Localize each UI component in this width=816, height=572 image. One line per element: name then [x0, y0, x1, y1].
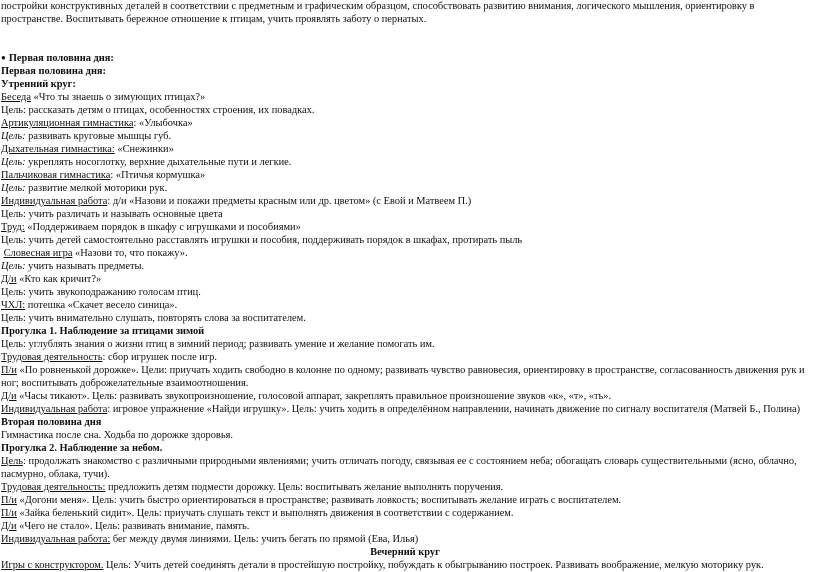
- di2-text: «Часы тикают». Цель: развивать звукопроизношение, голосовой аппарат, закреплять правильное произношение звуков «к», «т», «ть».: [16, 391, 612, 402]
- walk1-labor-text: : сбор игрушек после игр.: [102, 352, 217, 363]
- first-half-heading: Первая половина дня:: [1, 66, 107, 77]
- bullet-heading-text: Первая половина дня:: [8, 53, 114, 64]
- breath-label: Дыхательная гимнастика:: [1, 144, 115, 155]
- breath-text: «Снежинки»: [114, 144, 174, 155]
- pi2-line: [1, 494, 809, 507]
- pi1-line: [1, 364, 809, 377]
- artic-goal: [1, 130, 809, 143]
- artic-goal-label: Цель:: [1, 131, 26, 142]
- artic-text: : «Улыбочка»: [133, 118, 193, 129]
- evening-heading: Вечерний круг: [370, 547, 440, 558]
- finger-line: [1, 169, 809, 182]
- constructor-text: Цель: Учить детей соединять детали в простейшую постройку, побуждать к обыгрыванию построек. Развивать воображение, мелкую моторику рук.: [103, 560, 764, 571]
- di3-text: «Чего не стало». Цель: развивать внимание, память.: [16, 521, 250, 532]
- constructor-label: Игры с конструктором.: [1, 560, 104, 571]
- finger-goal-text: развитие мелкой моторики рук.: [25, 183, 168, 194]
- labor-label: Труд:: [1, 222, 25, 233]
- indiv3-text: бег между двумя линиями. Цель: учить бегать по прямой (Ева, Илья): [110, 534, 419, 545]
- walk1-labor-label: Трудовая деятельность: [1, 352, 103, 363]
- finger-goal-label: Цель:: [1, 183, 26, 194]
- pi3-text: «Зайка беленький сидит». Цель: приучать слушать текст и выполнять движения в соответствии с содержанием.: [16, 508, 514, 519]
- conversation-line: [1, 91, 809, 104]
- verbal-label: Словесная игра: [3, 248, 73, 259]
- walk2-goal-line-2: пасмурно, облака, тучи).: [1, 469, 110, 480]
- conversation-label: Беседа: [1, 92, 31, 103]
- indiv2-line: [1, 403, 809, 416]
- walk2-heading: Прогулка 2. Наблюдение за небом.: [1, 443, 163, 454]
- breath-goal: [1, 156, 809, 169]
- finger-goal: [1, 182, 809, 195]
- conversation-goal: Цель: рассказать детям о птицах, особенностях строения, их повадках.: [1, 105, 315, 116]
- walk2-labor-label: Трудовая деятельность:: [1, 482, 106, 493]
- artic-label: Артикуляционная гимнастика: [1, 118, 134, 129]
- indiv1-text: : д/и «Назови и покажи предметы красным или др. цветом» (с Евой и Матвеем П.): [107, 196, 472, 207]
- pi1-text-1: «По ровненькой дорожке». Цели: приучать ходить свободно в колонне по одному; развивать чувство равновесия, ориентировку в пространстве, согласованность движения рук и: [16, 365, 805, 376]
- intro-line-2: пространстве. Воспитывать бережное отношение к птицам, учить проявлять заботу о пернатых.: [1, 14, 427, 25]
- walk2-labor-line: [1, 481, 809, 494]
- di-text: «Кто как кричит?»: [16, 274, 102, 285]
- di-label: Д/и: [1, 274, 17, 285]
- walk1-labor-line: [1, 351, 809, 364]
- second-half-heading: Вторая половина дня: [1, 417, 102, 428]
- di-goal: Цель: учить звукоподражанию голосам птиц.: [1, 287, 201, 298]
- artic-line: [1, 117, 809, 130]
- bullet-icon: ●: [1, 53, 6, 62]
- di3-line: [1, 520, 809, 533]
- constructor-line: [1, 559, 809, 572]
- di2-label: Д/и: [1, 391, 17, 402]
- chl-goal: Цель: учить внимательно слушать, повторять слова за воспитателем.: [1, 313, 306, 324]
- breath-line: [1, 143, 809, 156]
- pi3-line: [1, 507, 809, 520]
- verbal-text: «Назови то, что покажу».: [72, 248, 188, 259]
- di-line: [1, 273, 809, 286]
- labor-line: [1, 221, 809, 234]
- intro-line-1: постройки конструктивных деталей в соответствии с предметным и графическим образцом, способствовать развитию внимания, логического мышления, ориентировку в: [1, 1, 755, 12]
- finger-text: : «Птичья кормушка»: [110, 170, 206, 181]
- chl-text: потешка «Скачет весело синица».: [25, 300, 178, 311]
- chl-line: [1, 299, 809, 312]
- di3-label: Д/и: [1, 521, 17, 532]
- indiv3-line: [1, 533, 809, 546]
- breath-goal-text: укреплять носоглотку, верхние дыхательные пути и легкие.: [25, 157, 292, 168]
- labor-goal: Цель: учить детей самостоятельно расставлять игрушки и пособия, поддерживать порядок в шкафах, протирать пыль: [1, 235, 523, 246]
- indiv3-label: Индивидуальная работа:: [1, 534, 111, 545]
- artic-goal-text: развивать круговые мышцы губ.: [25, 131, 172, 142]
- indiv1-label: Индивидуальная работа: [1, 196, 108, 207]
- walk2-goal-line: [1, 455, 809, 468]
- indiv2-text: : игровое упражнение «Найди игрушку». Цель: учить ходить в определённом направлении, начинать движение по сигналу воспитателя (Матвей Б., Полина): [107, 404, 801, 415]
- walk2-goal-text-1: : продолжать знакомство с различными природными явлениями; учить отличать погоду, связывая ее с состоянием неба; обогащать словарь существительными (ясно, облачно,: [23, 456, 797, 467]
- verbal-goal: [1, 260, 809, 273]
- pi1-line-2: ног; воспитывать доброжелательные взаимоотношения.: [1, 378, 249, 389]
- morning-heading: Утренний круг:: [1, 79, 76, 90]
- verbal-goal-label: Цель:: [1, 261, 26, 272]
- labor-text: «Поддерживаем порядок в шкафу с игрушками и пособиями»: [24, 222, 301, 233]
- walk1-goal: Цель: углублять знания о жизни птиц в зимний период; развивать умение и желание помогать им.: [1, 339, 435, 350]
- pi3-label: П/и: [1, 508, 17, 519]
- conversation-text: «Что ты знаешь о зимующих птицах?»: [30, 92, 206, 103]
- indiv1-goal: Цель: учить различать и называть основные цвета: [1, 209, 223, 220]
- pi2-text: «Догони меня». Цель: учить быстро ориентироваться в пространстве; развивать ловкость; воспитывать желание играть с воспитателем.: [16, 495, 622, 506]
- pi1-label: П/и: [1, 365, 17, 376]
- chl-label: ЧХЛ:: [1, 300, 26, 311]
- verbal-line: [1, 247, 809, 260]
- breath-goal-label: Цель:: [1, 157, 26, 168]
- pi2-label: П/и: [1, 495, 17, 506]
- gym-after-sleep: Гимнастика после сна. Ходьба по дорожке здоровья.: [1, 430, 233, 441]
- verbal-goal-text: учить называть предметы.: [25, 261, 145, 272]
- indiv1-line: [1, 195, 809, 208]
- finger-label: Пальчиковая гимнастика: [1, 170, 111, 181]
- bullet-heading: [1, 52, 809, 65]
- indiv2-label: Индивидуальная работа: [1, 404, 108, 415]
- spacer: [1, 26, 809, 52]
- walk1-heading: Прогулка 1. Наблюдение за птицами зимой: [1, 326, 205, 337]
- walk2-labor-text: предложить детям подмести дорожку. Цель: воспитывать желание выполнять поручения.: [105, 482, 504, 493]
- di2-line: [1, 390, 809, 403]
- walk2-goal-label: Цель: [1, 456, 24, 467]
